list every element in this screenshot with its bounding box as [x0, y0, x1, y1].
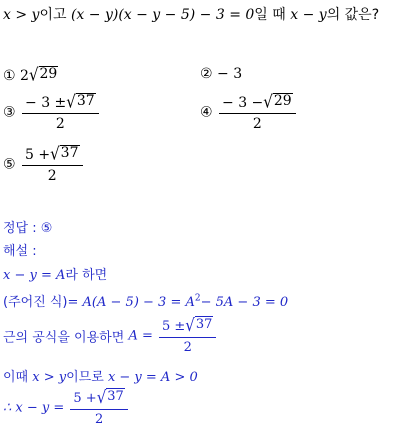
- question-math-2: (x − y)(x − y − 5) − 3 = 0: [70, 7, 255, 23]
- option-5-mark: ⑤: [3, 156, 16, 173]
- solution-line-5: [3, 388, 130, 428]
- question-math-3: x − y: [290, 7, 327, 23]
- option-1-radicand: 29: [39, 66, 58, 82]
- option-3[interactable]: [3, 93, 101, 132]
- option-4-fraction: − 3 − √ 29 2: [219, 93, 296, 132]
- solution-line-3-math: A =: [128, 328, 153, 344]
- solution-line-5-numerator: 5 +: [73, 391, 97, 406]
- solution-line-5-math: ∴ x − y =: [3, 400, 65, 416]
- solution-line-3-text: 근의 공식을 이용하면: [3, 330, 125, 346]
- answer-label: 정답 :: [3, 221, 37, 236]
- solution-line-5-fraction: 5 + √ 37 2: [70, 388, 127, 428]
- option-4[interactable]: [200, 93, 298, 132]
- solution-line-4-text-1: 이때: [3, 370, 29, 385]
- option-4-numerator: − 3 −: [222, 95, 264, 111]
- option-2[interactable]: [200, 66, 242, 82]
- option-5-numerator: 5 +: [25, 147, 51, 163]
- solution-line-1: [3, 264, 107, 283]
- question-text-2: 일 때: [254, 7, 286, 23]
- option-5-radicand: 37: [60, 145, 79, 161]
- solution-line-4: [3, 366, 198, 385]
- option-1-sqrt: √ 29: [28, 64, 58, 86]
- option-4-radicand: 29: [273, 93, 292, 109]
- question-text-1: 이고: [39, 7, 67, 23]
- option-2-value: − 3: [217, 66, 243, 82]
- question-math-1: x > y: [3, 7, 40, 23]
- question-text-3: 의 값은?: [326, 7, 380, 23]
- option-3-radicand: 37: [76, 93, 95, 109]
- solution-line-2-exponent: 2: [194, 293, 201, 304]
- solution-line-2: [3, 291, 288, 310]
- option-5[interactable]: [3, 145, 85, 184]
- solution-line-3-denominator: 2: [183, 340, 192, 355]
- answer-line: [3, 217, 52, 236]
- solution-line-5-denominator: 2: [94, 412, 104, 427]
- explanation-label: [3, 240, 37, 259]
- question-text: [3, 4, 379, 24]
- option-3-fraction: − 3 ± √ 37 2: [22, 93, 99, 132]
- option-1[interactable]: [3, 66, 58, 84]
- solution-line-2-math-a: = A(A − 5) − 3 = A: [67, 295, 195, 310]
- option-4-mark: ④: [200, 104, 213, 121]
- solution-line-4-math-1: x > y: [32, 370, 67, 385]
- option-3-denominator: 2: [55, 116, 65, 132]
- option-3-numerator: − 3 ±: [25, 95, 67, 111]
- solution-line-3-radicand: 37: [195, 317, 213, 332]
- option-3-mark: ③: [3, 104, 16, 121]
- option-1-coef: 2: [20, 68, 29, 84]
- solution-line-5-radicand: 37: [107, 389, 124, 404]
- solution-line-3-numerator: 5 ±: [162, 319, 186, 334]
- solution-line-1-text: 라 하면: [65, 268, 108, 283]
- answer-mark: ⑤: [40, 221, 53, 236]
- solution-line-1-math: x − y = A: [3, 268, 66, 283]
- solution-line-3: [3, 316, 218, 356]
- solution-line-4-math-2: x − y = A > 0: [107, 370, 198, 385]
- explanation-label-text: 해설 :: [3, 244, 37, 259]
- option-4-denominator: 2: [252, 116, 262, 132]
- option-5-denominator: 2: [47, 168, 57, 184]
- solution-line-3-fraction: 5 ± √ 37 2: [159, 316, 216, 356]
- solution-line-2-text: (주어진 식): [3, 295, 68, 310]
- option-2-mark: ②: [200, 66, 213, 82]
- option-1-mark: ①: [3, 68, 16, 84]
- option-5-fraction: 5 + √ 37 2: [22, 145, 82, 184]
- solution-line-4-text-2: 이므로: [66, 370, 104, 385]
- solution-line-2-math-b: − 5A − 3 = 0: [200, 295, 289, 310]
